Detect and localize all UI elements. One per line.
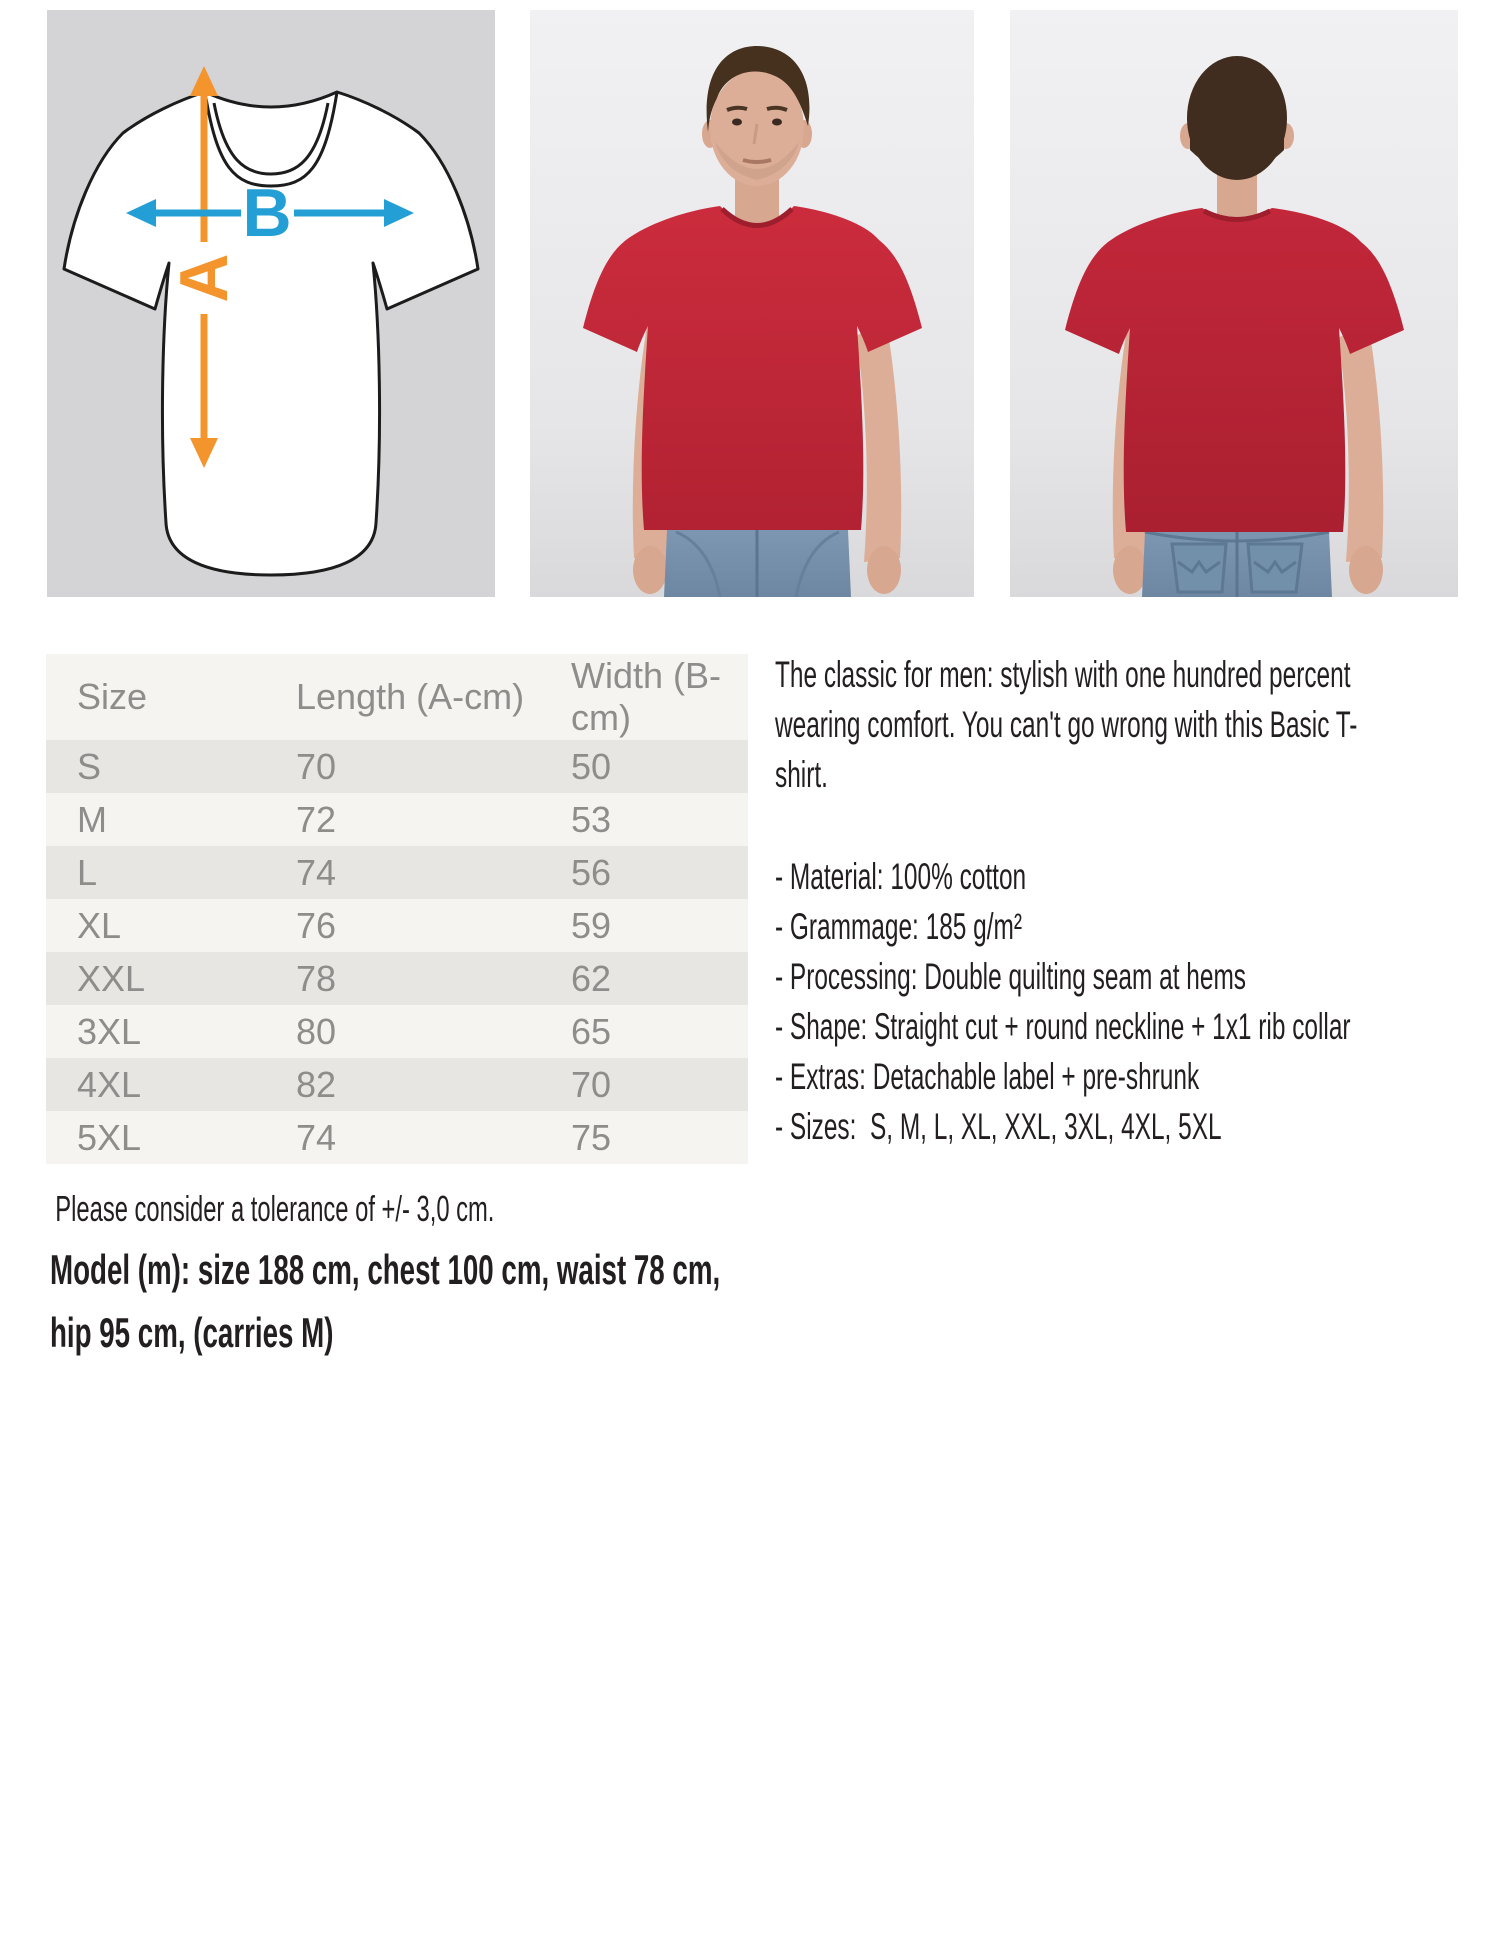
length-cell: 76 — [296, 904, 337, 946]
table-row — [46, 1005, 748, 1058]
length-cell: 80 — [296, 1010, 337, 1052]
length-cell: 82 — [296, 1063, 337, 1105]
width-cell: 75 — [571, 1116, 612, 1158]
table-row — [46, 846, 748, 899]
product-description — [775, 650, 1395, 1152]
width-cell: 53 — [571, 798, 612, 840]
size-cell: XXL — [77, 957, 146, 999]
bullet-processing: - Processing: Double quilting seam at hems — [775, 956, 1246, 997]
diagram-label-b: B — [242, 175, 292, 251]
width-cell: 65 — [571, 1010, 612, 1052]
size-cell: 4XL — [77, 1063, 142, 1105]
bullet-shape: - Shape: Straight cut + round neckline + 1x1 rib collar — [775, 1006, 1351, 1047]
length-cell: 74 — [296, 851, 337, 893]
size-cell: L — [77, 851, 98, 893]
tshirt-outline — [64, 92, 478, 575]
size-cell: 3XL — [77, 1010, 142, 1052]
length-cell: 72 — [296, 798, 337, 840]
length-cell: 74 — [296, 1116, 337, 1158]
width-cell: 70 — [571, 1063, 612, 1105]
model-back-illustration — [1010, 10, 1458, 597]
bullet-extras: - Extras: Detachable label + pre-shrunk — [775, 1056, 1200, 1097]
width-cell: 50 — [571, 745, 612, 787]
bullet-material: - Material: 100% cotton — [775, 856, 1027, 897]
description-intro: The classic for men: stylish with one hundred percent wearing comfort. You can't go wrong with this Basic T-shirt. — [775, 654, 1358, 795]
width-cell: 62 — [571, 957, 612, 999]
table-row — [46, 952, 748, 1005]
tshirt-measurement-diagram — [47, 10, 495, 597]
column-header-length: Length (A-cm) — [295, 654, 570, 740]
model-photo-back — [1010, 10, 1458, 597]
diagram-label-a: A — [166, 253, 242, 303]
size-table — [46, 654, 748, 1164]
bullet-sizes: - Sizes: S, M, L, XL, XXL, 3XL, 4XL, 5XL — [775, 1106, 1222, 1147]
table-row — [46, 1058, 748, 1111]
size-table-header-row — [46, 654, 748, 740]
length-cell: 78 — [296, 957, 337, 999]
tolerance-note: Please consider a tolerance of +/- 3,0 cm. — [55, 1188, 495, 1229]
model-measurements: Model (m): size 188 cm, chest 100 cm, waist 78 cm, hip 95 cm, (carries M) — [50, 1246, 721, 1356]
length-cell: 70 — [296, 745, 337, 787]
column-header-size: Size — [46, 654, 295, 740]
size-cell: M — [77, 798, 107, 840]
size-cell: XL — [77, 904, 122, 946]
table-row — [46, 793, 748, 846]
model-photo-front — [530, 10, 974, 597]
size-cell: S — [77, 745, 102, 787]
measurement-diagram-panel — [47, 10, 495, 597]
table-row — [46, 1111, 748, 1164]
width-cell: 56 — [571, 851, 612, 893]
width-cell: 59 — [571, 904, 612, 946]
column-header-width: Width (B-cm) — [570, 654, 748, 740]
model-front-illustration — [530, 10, 974, 597]
size-cell: 5XL — [77, 1116, 142, 1158]
table-row — [46, 899, 748, 952]
bullet-grammage: - Grammage: 185 g/m² — [775, 906, 1022, 947]
footnotes — [50, 1186, 760, 1364]
table-row — [46, 740, 748, 793]
